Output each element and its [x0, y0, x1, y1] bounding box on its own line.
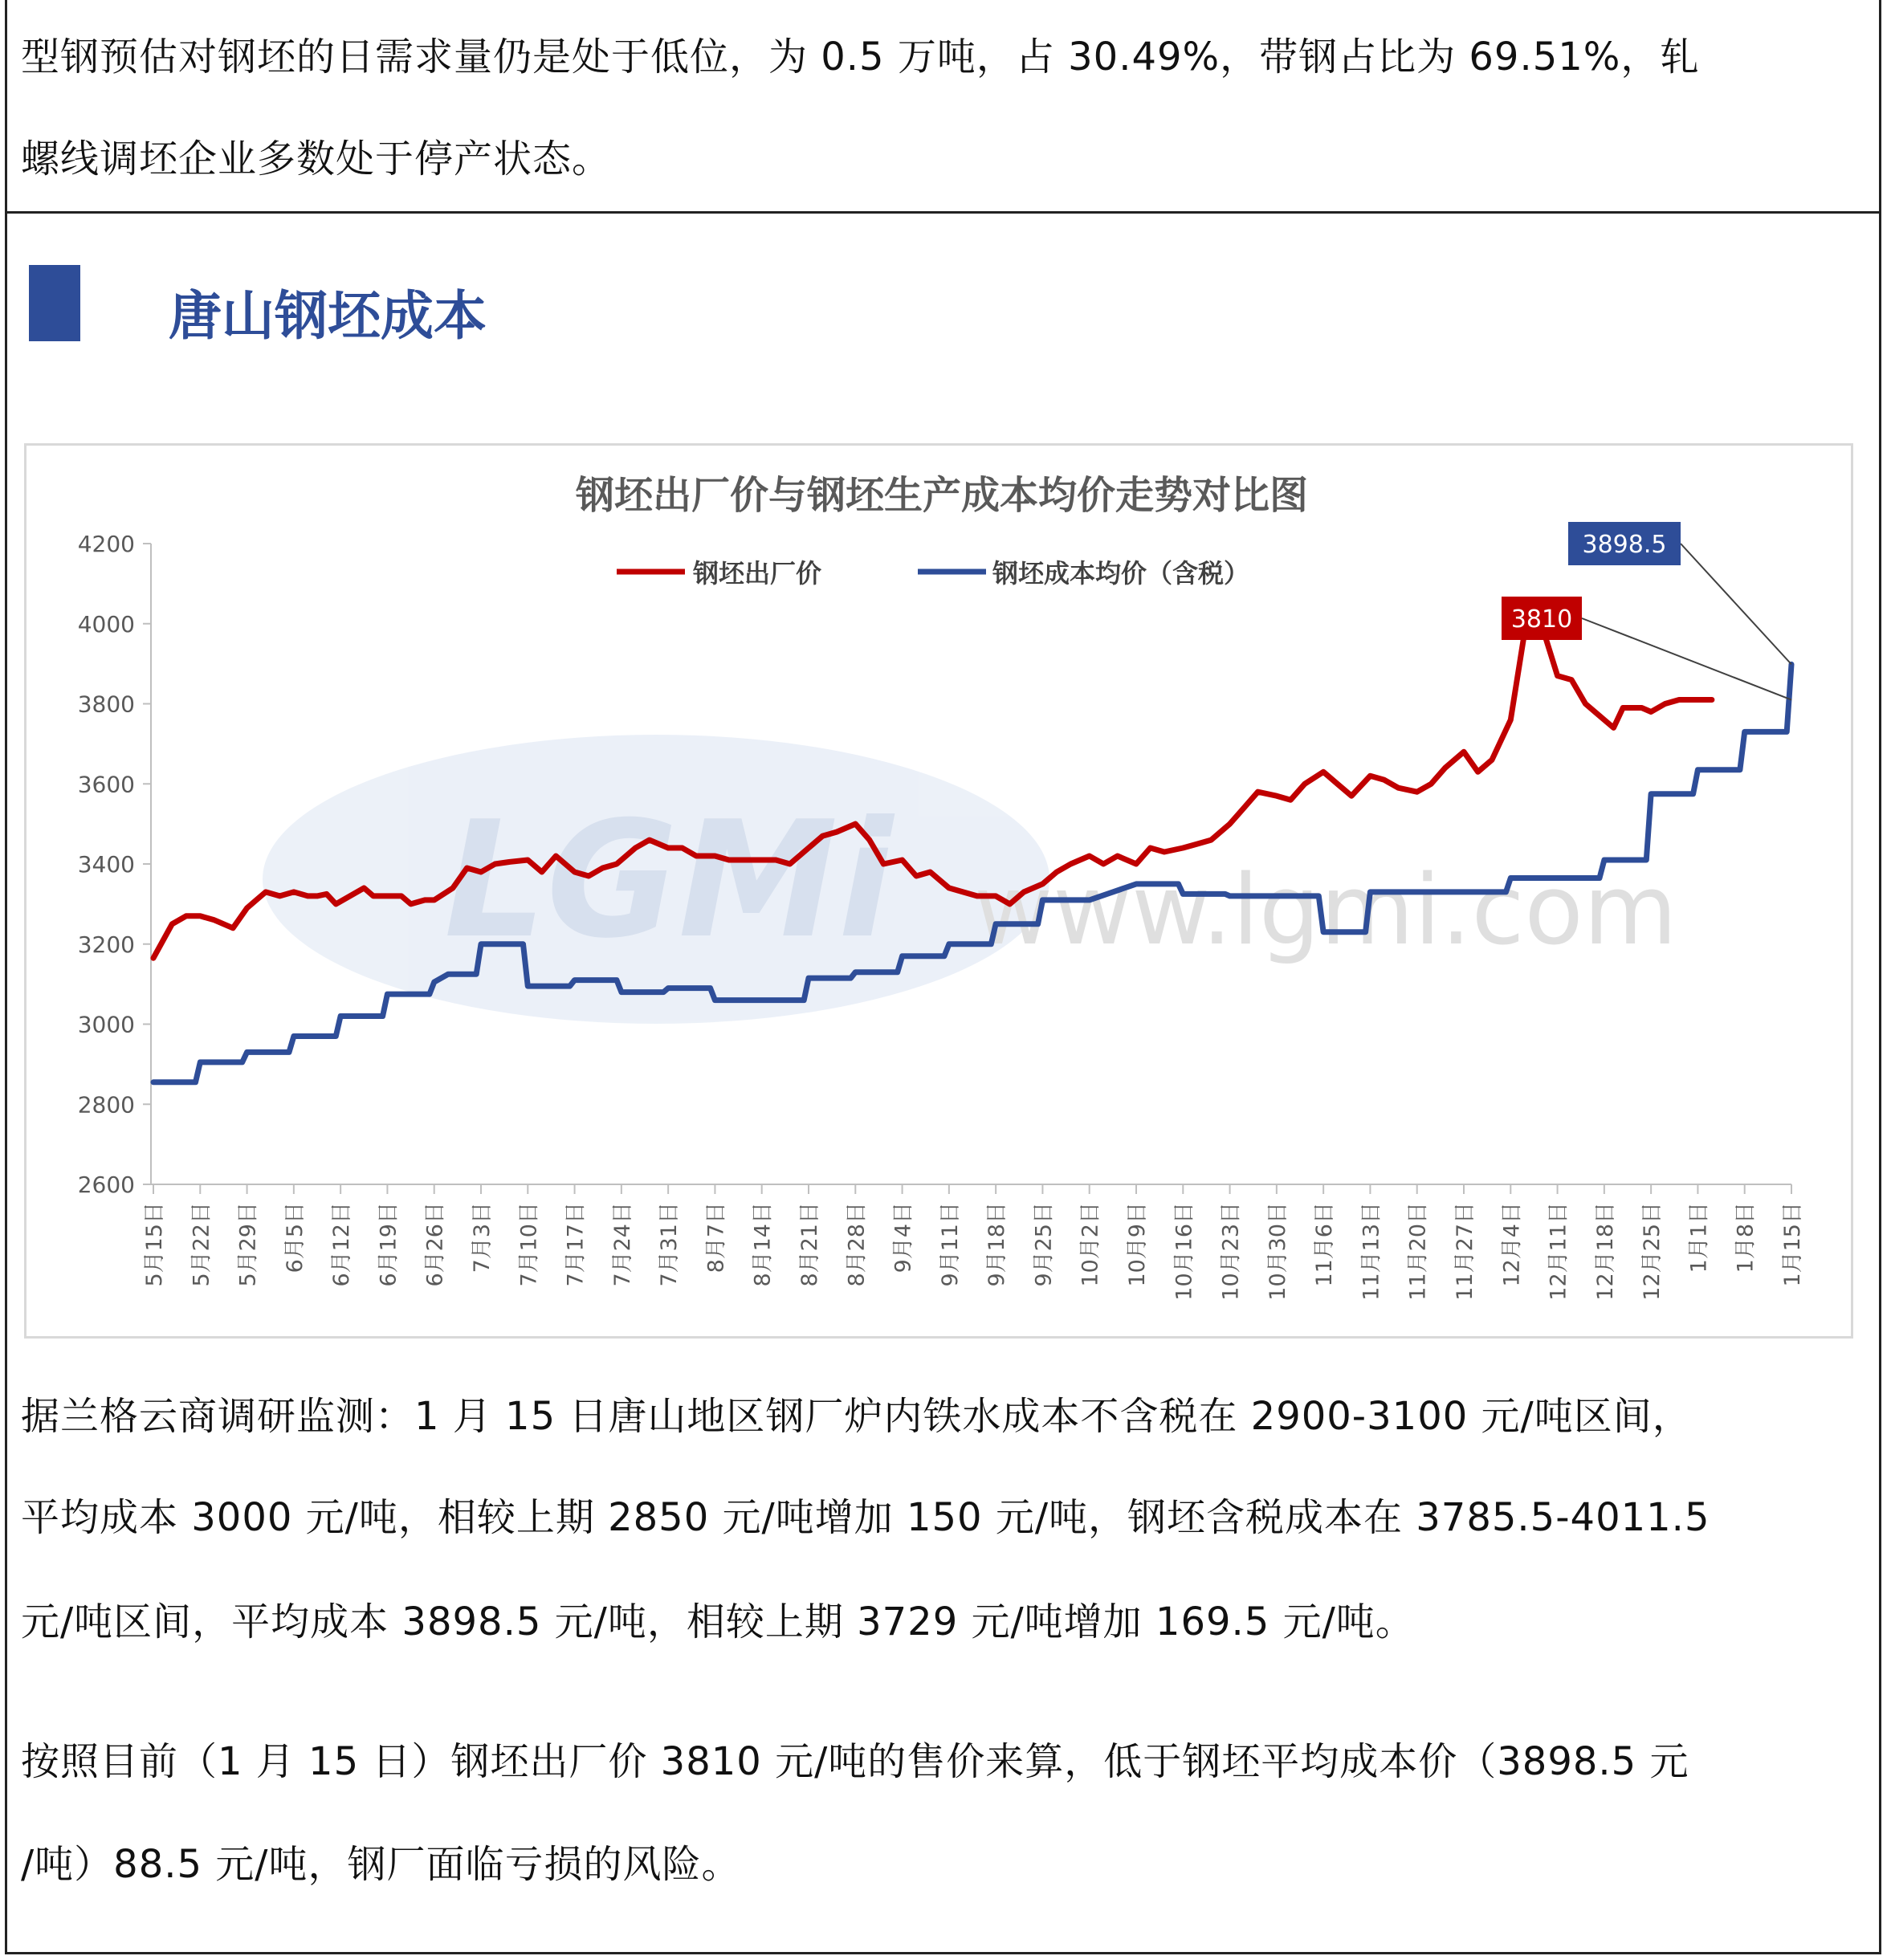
x-tick-label: 11月6日 — [1312, 1202, 1338, 1287]
x-tick-label: 6月19日 — [376, 1202, 401, 1287]
y-tick-label: 2600 — [77, 1172, 135, 1198]
x-tick-label: 1月8日 — [1733, 1202, 1759, 1273]
x-tick-label: 6月26日 — [422, 1202, 448, 1287]
x-tick-label: 8月28日 — [844, 1202, 870, 1287]
x-tick-label: 9月25日 — [1031, 1202, 1057, 1287]
chart-legend — [617, 558, 1249, 589]
x-tick-label: 7月3日 — [470, 1202, 495, 1273]
x-tick-label: 10月2日 — [1078, 1202, 1103, 1287]
body-p2-line-1: 按照目前（1 月 15 日）钢坯出厂价 3810 元/吨的售价来算，低于钢坯平均成本价（3898.5 元 — [21, 1739, 1689, 1784]
y-tick-label: 3400 — [77, 851, 135, 878]
x-tick-label: 12月4日 — [1499, 1202, 1525, 1287]
y-tick-label: 3000 — [77, 1011, 135, 1038]
x-tick-label: 10月16日 — [1172, 1202, 1197, 1301]
x-tick-label: 12月25日 — [1640, 1202, 1665, 1301]
x-tick-label: 11月27日 — [1453, 1202, 1477, 1301]
chart-container — [24, 443, 1853, 1339]
x-tick-label: 11月13日 — [1359, 1202, 1384, 1301]
section-title: 唐山钢坯成本 — [169, 285, 487, 347]
x-tick-label: 12月18日 — [1592, 1202, 1618, 1301]
y-tick-label: 3200 — [77, 931, 135, 958]
body-p1-line-3: 元/吨区间，平均成本 3898.5 元/吨，相较上期 3729 元/吨增加 169.5 元/吨。 — [21, 1599, 1415, 1644]
legend-label-price: 钢坯出厂价 — [693, 558, 822, 589]
x-tick-label: 5月29日 — [235, 1202, 261, 1287]
annotation-label-price: 3810 — [1510, 605, 1573, 634]
body-p1-line-2: 平均成本 3000 元/吨，相较上期 2850 元/吨增加 150 元/吨，钢坯含税成本在 3785.5-4011.5 — [21, 1495, 1710, 1540]
x-tick-label: 7月31日 — [657, 1202, 683, 1287]
watermark-url: www.lgmi.com — [974, 855, 1677, 967]
y-tick-label: 3600 — [77, 771, 135, 798]
x-tick-label: 7月10日 — [516, 1202, 542, 1287]
x-tick-label: 7月24日 — [609, 1202, 635, 1287]
chart-annotations — [1502, 522, 1791, 700]
x-tick-label: 8月7日 — [703, 1202, 729, 1273]
watermark-logo: LGMi — [444, 787, 894, 974]
x-tick-label: 9月4日 — [890, 1202, 916, 1273]
section-divider — [5, 211, 1881, 214]
annotation-leader-cost — [1681, 544, 1791, 664]
intro-line-1: 型钢预估对钢坯的日需求量仍是处于低位，为 0.5 万吨，占 30.49%，带钢占比为 69.51%，轧 — [21, 35, 1700, 79]
x-tick-label: 1月15日 — [1780, 1202, 1805, 1287]
body-p2-line-2: /吨）88.5 元/吨，钢厂面临亏损的风险。 — [21, 1842, 741, 1887]
x-tick-label: 6月12日 — [329, 1202, 355, 1287]
x-tick-label: 5月15日 — [142, 1202, 167, 1287]
x-tick-label: 6月5日 — [282, 1202, 308, 1273]
x-tick-label: 12月11日 — [1546, 1202, 1571, 1301]
x-tick-label: 7月17日 — [563, 1202, 589, 1287]
intro-line-2: 螺线调坯企业多数处于停产状态。 — [21, 137, 612, 181]
body-p1-line-1: 据兰格云商调研监测：1 月 15 日唐山地区钢厂炉内铁水成本不含税在 2900-3100 元/吨区间， — [21, 1394, 1692, 1439]
y-tick-label: 2800 — [77, 1091, 135, 1119]
x-tick-label: 9月18日 — [984, 1202, 1010, 1287]
price-cost-chart — [26, 446, 1851, 1336]
y-tick-label: 4200 — [77, 531, 135, 557]
legend-label-cost: 钢坯成本均价（含税） — [992, 558, 1250, 589]
x-tick-label: 8月14日 — [750, 1202, 776, 1287]
watermark — [263, 735, 1677, 1024]
x-tick-label: 10月9日 — [1125, 1202, 1150, 1287]
x-tick-label: 8月21日 — [797, 1202, 822, 1287]
y-tick-label: 3800 — [77, 691, 135, 718]
chart-title: 钢坯出厂价与钢坯生产成本均价走势对比图 — [575, 473, 1309, 518]
x-tick-label: 5月22日 — [189, 1202, 214, 1287]
section-marker — [29, 265, 80, 341]
x-tick-label: 1月1日 — [1686, 1202, 1712, 1273]
x-tick-label: 9月11日 — [937, 1202, 963, 1287]
x-tick-label: 10月23日 — [1218, 1202, 1244, 1301]
x-tick-label: 10月30日 — [1265, 1202, 1290, 1301]
annotation-label-cost: 3898.5 — [1582, 531, 1667, 559]
y-tick-label: 4000 — [77, 610, 135, 638]
x-tick-label: 11月20日 — [1405, 1202, 1431, 1301]
